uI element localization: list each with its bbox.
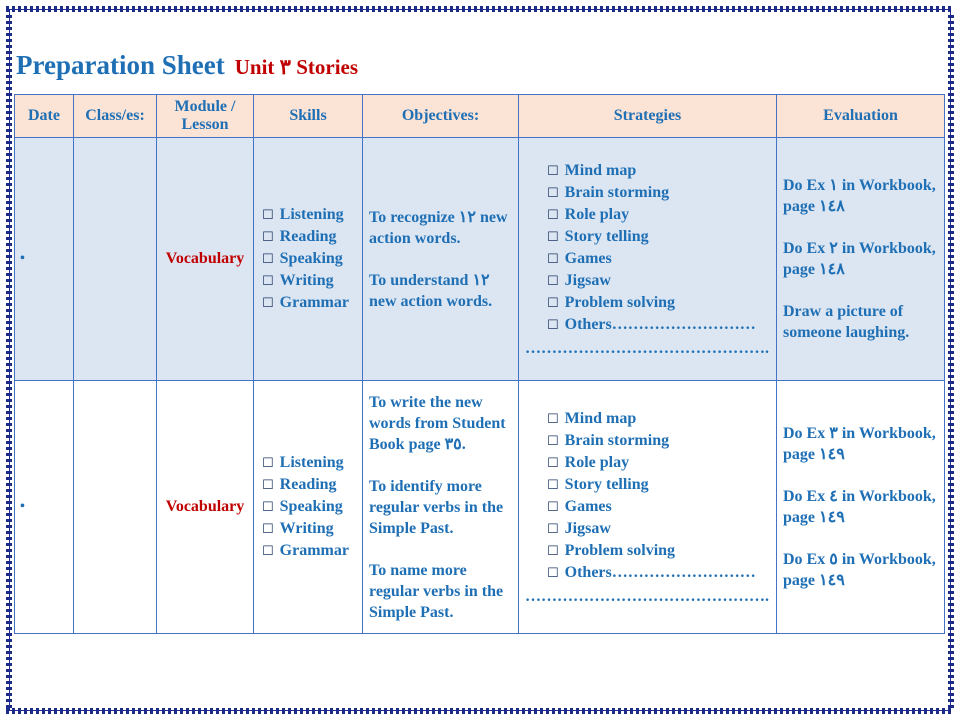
strategy-checkbox[interactable]: ☐ Mind map (547, 408, 776, 430)
strategy-checkbox[interactable]: ☐ Jigsaw (547, 270, 776, 292)
strategy-checkbox[interactable]: ☐ Others……………………… (547, 562, 776, 584)
strategies-checklist (547, 408, 776, 584)
header-date: Date (15, 95, 74, 138)
objective-text: To identify more regular verbs in the Simple Past. (369, 477, 504, 537)
skill-checkbox[interactable]: ☐ Speaking (262, 496, 362, 518)
objectives-cell (363, 381, 519, 634)
evaluation-text: Do Ex ٥ in Workbook, page ١٤٩ (783, 551, 936, 589)
skills-cell (254, 138, 363, 381)
evaluation-text: Do Ex ٤ in Workbook, page ١٤٩ (783, 488, 936, 526)
strategy-checkbox[interactable]: ☐ Mind map (547, 160, 776, 182)
evaluation-text: Draw a picture of someone laughing. (783, 303, 910, 341)
strategies-cell (519, 381, 777, 634)
header-classes: Class/es: (74, 95, 157, 138)
header-strategies: Strategies (519, 95, 777, 138)
classes-cell (74, 138, 157, 381)
strategy-checkbox[interactable]: ☐ Role play (547, 204, 776, 226)
classes-cell (74, 381, 157, 634)
header-module-lesson: Module / Lesson (157, 95, 254, 138)
strategy-checkbox[interactable]: ☐ Story telling (547, 474, 776, 496)
evaluation-text: Do Ex ٣ in Workbook, page ١٤٩ (783, 425, 936, 463)
evaluation-cell (777, 138, 945, 381)
strategy-checkbox[interactable]: ☐ Story telling (547, 226, 776, 248)
strategy-checkbox[interactable]: ☐ Others……………………… (547, 314, 776, 336)
skill-checkbox[interactable]: ☐ Reading (262, 474, 362, 496)
skill-checkbox[interactable]: ☐ Speaking (262, 248, 362, 270)
title-main: Preparation Sheet (16, 50, 225, 80)
table-row (15, 138, 945, 381)
header-evaluation: Evaluation (777, 95, 945, 138)
others-dotted-line: ………………………………………. (525, 587, 769, 605)
date-cell: • (15, 138, 74, 381)
skills-cell (254, 381, 363, 634)
title-unit: Unit ٣ Stories (234, 55, 359, 79)
page-title (16, 50, 358, 81)
skills-checklist (254, 452, 362, 562)
evaluation-text: Do Ex ٢ in Workbook, page ١٤٨ (783, 240, 936, 278)
header-objectives: Objectives: (363, 95, 519, 138)
objectives-cell (363, 138, 519, 381)
lesson-cell: Vocabulary (157, 381, 254, 634)
skill-checkbox[interactable]: ☐ Reading (262, 226, 362, 248)
date-cell: • (15, 381, 74, 634)
evaluation-cell (777, 381, 945, 634)
skill-checkbox[interactable]: ☐ Listening (262, 452, 362, 474)
others-dotted-line: ………………………………………. (525, 339, 769, 357)
skill-checkbox[interactable]: ☐ Grammar (262, 292, 362, 314)
skills-checklist (254, 204, 362, 314)
strategy-checkbox[interactable]: ☐ Games (547, 496, 776, 518)
objective-text: To recognize ١٢ new action words. (369, 208, 508, 247)
lesson-cell: Vocabulary (157, 138, 254, 381)
strategy-checkbox[interactable]: ☐ Problem solving (547, 292, 776, 314)
skill-checkbox[interactable]: ☐ Listening (262, 204, 362, 226)
strategy-checkbox[interactable]: ☐ Jigsaw (547, 518, 776, 540)
header-row (15, 95, 945, 138)
strategy-checkbox[interactable]: ☐ Brain storming (547, 430, 776, 452)
table-row (15, 381, 945, 634)
preparation-table (14, 94, 945, 634)
strategy-checkbox[interactable]: ☐ Brain storming (547, 182, 776, 204)
header-skills: Skills (254, 95, 363, 138)
strategy-checkbox[interactable]: ☐ Games (547, 248, 776, 270)
strategies-cell (519, 138, 777, 381)
strategy-checkbox[interactable]: ☐ Role play (547, 452, 776, 474)
skill-checkbox[interactable]: ☐ Grammar (262, 540, 362, 562)
skill-checkbox[interactable]: ☐ Writing (262, 270, 362, 292)
skill-checkbox[interactable]: ☐ Writing (262, 518, 362, 540)
objective-text: To understand ١٢ new action words. (369, 271, 493, 310)
evaluation-text: Do Ex ١ in Workbook, page ١٤٨ (783, 177, 936, 215)
strategy-checkbox[interactable]: ☐ Problem solving (547, 540, 776, 562)
objective-text: To write the new words from Student Book page ٣٥. (369, 393, 506, 453)
strategies-checklist (547, 160, 776, 336)
objective-text: To name more regular verbs in the Simple Past. (369, 561, 504, 621)
